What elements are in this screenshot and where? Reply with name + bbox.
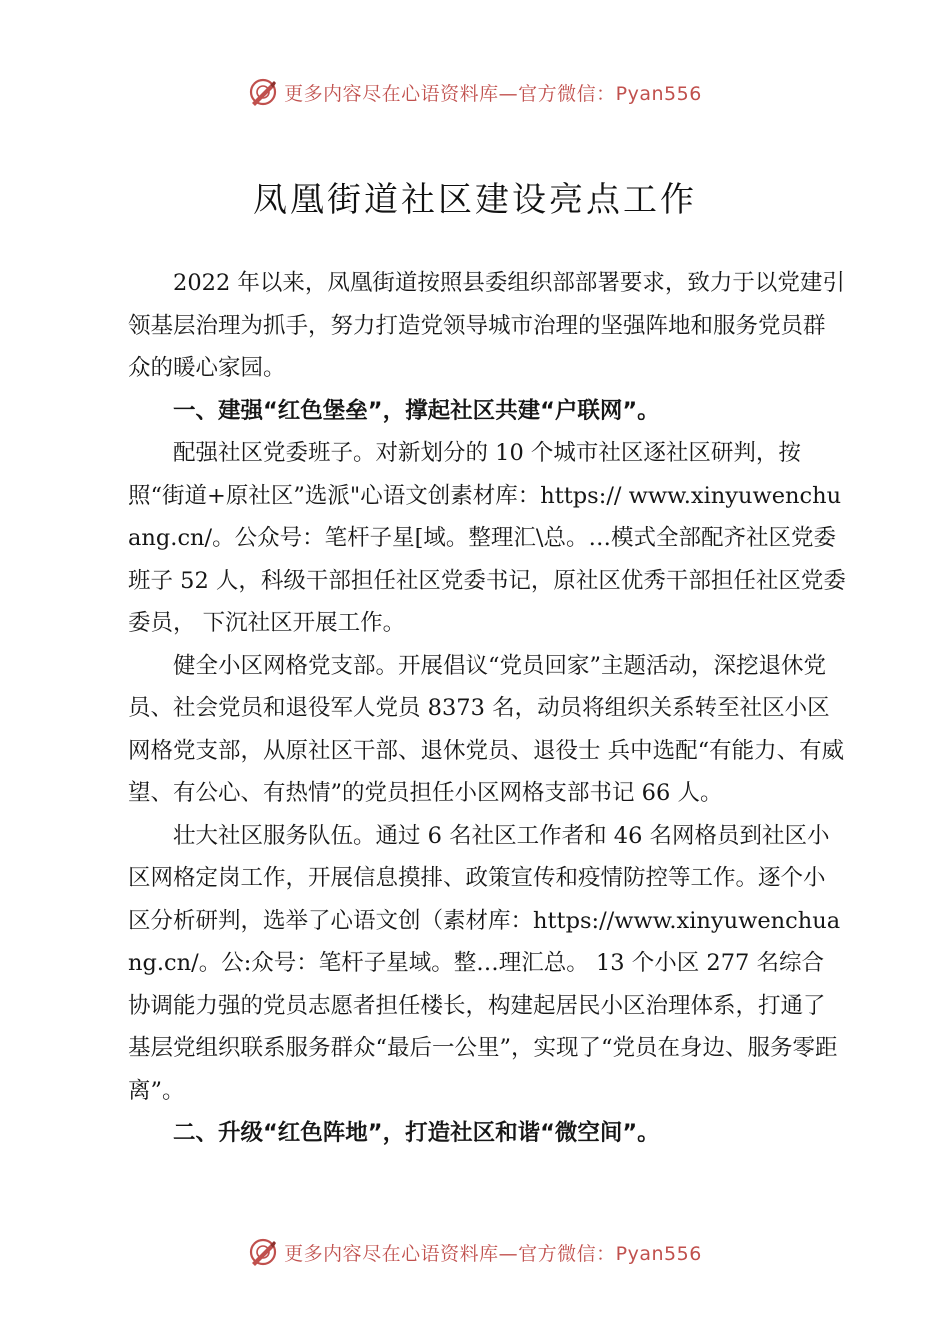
document-body <box>128 262 846 1155</box>
header-banner <box>0 72 950 112</box>
footer-banner <box>0 1232 950 1272</box>
banner-text: 更多内容尽在心语资料库—官方微信：Pyan556 <box>284 1242 702 1265</box>
section1-paragraph-2: 健全小区网格党支部。开展倡议“党员回家”主题活动，深挖退休党员、社会党员和退役军人党员 8373 名，动员将组织关系转至社区小区网格党支部，从原社区干部、退休党员、退役士 兵中选配“有能力、有威望、有公心、有热情”的党员担任小区网格支部书记 66 人。 <box>128 652 845 806</box>
section1-paragraph-3: 壮大社区服务队伍。通过 6 名社区工作者和 46 名网格员到社区小区网格定岗工作，开展信息摸排、政策宣传和疫情防控等工作。逐个小区分析研判，选举了心语文创（素材库：https://www.xinyuwenchuang.cn/。公:众号：笔杆子星域。整…理汇总。 13 个小区 277 名综合协调能力强的党员志愿者担任楼长，构建起居民小区治理体系，打通了基层党组织联系服务群众“最后一公里”，实现了“党员在身边、服务零距离”。 <box>128 822 841 1104</box>
section-heading-1: 一、建强“红色堡垒”，撑起社区共建“户联网”。 <box>173 397 660 424</box>
section1-paragraph-1: 配强社区党委班子。对新划分的 10 个城市社区逐社区研判，按照“街道+原社区”选派"心语文创素材库：https:// www.xinyuwenchuang.cn/。公众号：笔杆子星[域。整理汇\总。…模式全部配齐社区党委班子 52 人，科级干部担任社区党委书记，原社区优秀干部担任社区党委委员， 下沉社区开展工作。 <box>128 440 846 636</box>
banner-text: 更多内容尽在心语资料库—官方微信：Pyan556 <box>284 82 702 105</box>
pen-logo-icon <box>248 1237 278 1267</box>
document-title: 凤凰街道社区建设亮点工作 <box>253 180 697 220</box>
intro-paragraph: 2022 年以来，凤凰街道按照县委组织部部署要求，致力于以党建引领基层治理为抓手，努力打造党领导城市治理的坚强阵地和服务党员群众的暖心家园。 <box>128 270 845 381</box>
section-heading-2: 二、升级“红色阵地”，打造社区和谐“微空间”。 <box>173 1120 660 1146</box>
pen-logo-icon <box>248 77 278 107</box>
